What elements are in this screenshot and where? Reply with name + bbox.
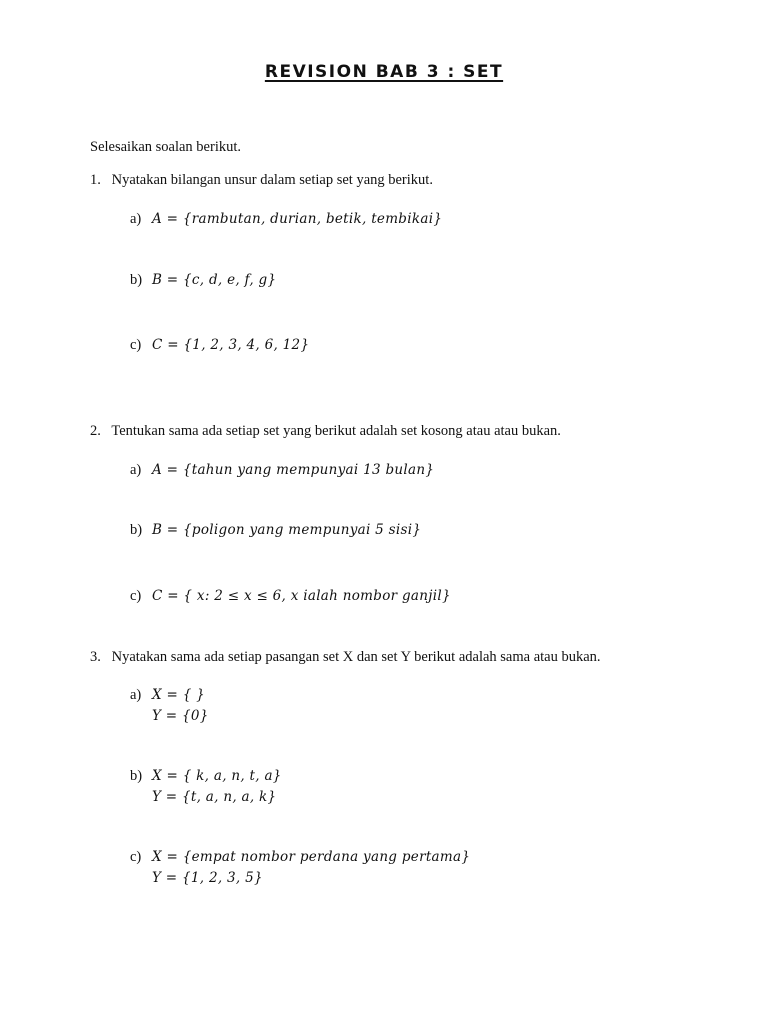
- question-number: 3.: [90, 649, 101, 665]
- question-text: Tentukan sama ada setiap set yang berikut adalah set kosong atau atau bukan.: [111, 423, 561, 439]
- question-1-part-b: b) B = {c, d, e, f, g}: [130, 272, 277, 288]
- question-number: 1.: [90, 172, 101, 188]
- question-text: Nyatakan bilangan unsur dalam setiap set yang berikut.: [111, 172, 433, 188]
- question-1-part-a: a) A = {rambutan, durian, betik, tembikai}: [130, 211, 443, 227]
- question-3: [90, 649, 601, 666]
- worksheet-title: REVISION BAB 3 : SET: [264, 62, 504, 82]
- question-number: 2.: [90, 423, 101, 439]
- question-3-part-b-line2: Y = {t, a, n, a, k}: [152, 789, 277, 805]
- question-2-part-b: b) B = {poligon yang mempunyai 5 sisi}: [130, 522, 422, 538]
- question-3-part-c: c) X = {empat nombor perdana yang pertama}: [130, 849, 471, 865]
- question-2-part-a: a) A = {tahun yang mempunyai 13 bulan}: [130, 462, 435, 478]
- question-2: [90, 423, 561, 440]
- question-3-part-a-line2: Y = {0}: [152, 708, 209, 724]
- question-1: [90, 172, 433, 189]
- question-3-part-a: a) X = { }: [130, 687, 206, 703]
- question-2-part-c: c) C = { x: 2 ≤ x ≤ 6, x ialah nombor ganjil}: [130, 588, 451, 604]
- question-3-part-b: b) X = { k, a, n, t, a}: [130, 768, 282, 784]
- question-3-part-c-line2: Y = {1, 2, 3, 5}: [152, 870, 263, 886]
- question-text: Nyatakan sama ada setiap pasangan set X dan set Y berikut adalah sama atau bukan.: [111, 649, 601, 665]
- question-1-part-c: c) C = {1, 2, 3, 4, 6, 12}: [130, 337, 310, 353]
- instruction: Selesaikan soalan berikut.: [90, 139, 241, 155]
